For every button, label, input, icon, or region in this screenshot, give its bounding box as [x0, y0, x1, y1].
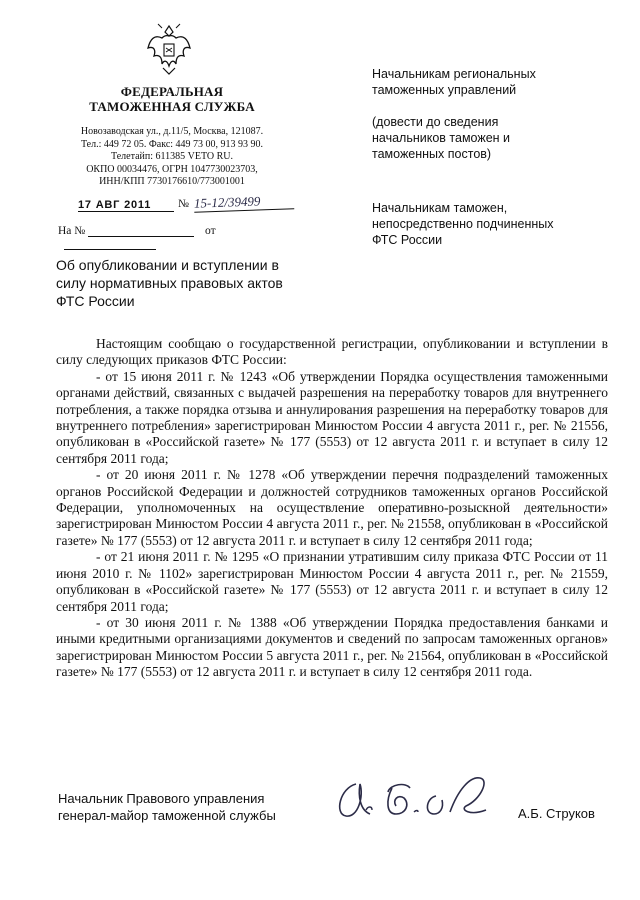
reference-from-label: от: [205, 225, 216, 237]
sender-contacts: [62, 126, 282, 189]
registration-number-label: №: [178, 198, 189, 210]
registration-line: [58, 193, 298, 218]
order-item: - от 21 июня 2011 г. № 1295 «О признании утратившим силу приказа ФТС России от 11 июня 2010 г. № 1102» зарегистрирован Минюстом России 4 августа 2011 г., рег. № 21559, опубликован в «Российской газете» № 177 (5553) от 12 августа 2011 г. и вступает в силу 12 сентября 2011 года;: [56, 549, 608, 614]
coat-of-arms-emblem: [146, 20, 192, 76]
addressee-line: таможенных управлений: [372, 83, 517, 97]
contact-line: Тел.: 449 72 05. Факс: 449 73 00, 913 93 90.: [80, 138, 264, 150]
reference-number-label: На №: [58, 225, 86, 237]
order-item: - от 15 июня 2011 г. № 1243 «Об утверждении Порядка осуществления таможенными органами действий, связанных с выдачей разрешения на переработку товаров для внутреннего потребления, а также порядка отзыва и аннулирования разрешения на переработку товаров для внутреннего потребления» зарегистрирован Минюстом России 4 августа 2011 г., рег. № 21556, опубликован в «Российской газете» № 177 (5553) от 12 августа 2011 г. и вступает в силу 12 сентября 2011 года;: [56, 368, 608, 466]
addressee-line: непосредственно подчиненных: [372, 217, 554, 231]
reference-line: [58, 224, 298, 250]
order-item: - от 20 июня 2011 г. № 1278 «Об утверждении перечня подразделений таможенных органов Российской Федерации и должностей сотрудников таможенных органов Российской Федерации, уполномоченных на осуществление оперативно-розыскной деятельности» зарегистрирован Минюстом России 4 августа 2011 г., рег. № 21558, опубликован в «Российской газете» № 177 (5553) от 12 августа 2011 г. и вступает в силу 12 сентября 2011 года;: [56, 467, 608, 548]
sender-organization: [62, 84, 282, 114]
addressee-customs-heads: [372, 200, 622, 248]
org-title-line1: ФЕДЕРАЛЬНАЯ: [120, 84, 224, 99]
letter-body: [56, 336, 608, 681]
addressee-line: таможенных постов): [372, 147, 492, 161]
position-line1: Начальник Правового управления: [58, 791, 265, 806]
position-line2: генерал-майор таможенной службы: [58, 808, 276, 823]
handwritten-signature: [330, 770, 510, 830]
addressee-line: Начальникам таможен,: [372, 201, 508, 215]
contact-line: ИНН/КПП 7730176610/773001001: [99, 176, 245, 187]
letter-subject: Об опубликовании и вступлении в силу нормативных правовых актов ФТС России: [56, 257, 283, 309]
signatory-position: [58, 790, 318, 824]
addressee-line: Начальникам региональных: [372, 67, 536, 81]
registration-number-handwritten: 15-12/39499: [194, 192, 295, 212]
registration-date-stamp: 17 АВГ 2011: [78, 199, 174, 212]
order-item: - от 30 июня 2011 г. № 1388 «Об утверждении Порядка предоставления банками и иными кредитными организациями документов и сведений по запросам таможенных органов» зарегистрирован Минюстом России 5 августа 2011 г., рег. № 21564, опубликован в «Российской газете» № 177 (5553) от 12 августа 2011 г. и вступает в силу 12 сентября 2011 года.: [56, 614, 608, 680]
body-intro: Настоящим сообщаю о государственной регистрации, опубликовании и вступлении в силу следующих приказов ФТС России:: [56, 336, 608, 368]
org-title-line2: ТАМОЖЕННАЯ СЛУЖБА: [89, 99, 255, 114]
contact-line: Новозаводская ул., д.11/5, Москва, 121087.: [80, 126, 264, 137]
contact-line: ОКПО 00034476, ОГРН 1047730023703,: [86, 163, 258, 175]
addressee-line: ФТС России: [372, 233, 443, 247]
contact-line: Телетайп: 611385 VETO RU.: [110, 151, 233, 162]
signatory-name: А.Б. Струков: [518, 806, 595, 821]
addressee-line: начальников таможен и: [372, 131, 511, 145]
addressee-line: (довести до сведения: [372, 115, 499, 129]
addressee-spacer: [372, 98, 622, 114]
reference-date-blank: [64, 237, 156, 250]
addressee-regional-heads: [372, 66, 622, 162]
reference-number-blank: [88, 224, 194, 237]
